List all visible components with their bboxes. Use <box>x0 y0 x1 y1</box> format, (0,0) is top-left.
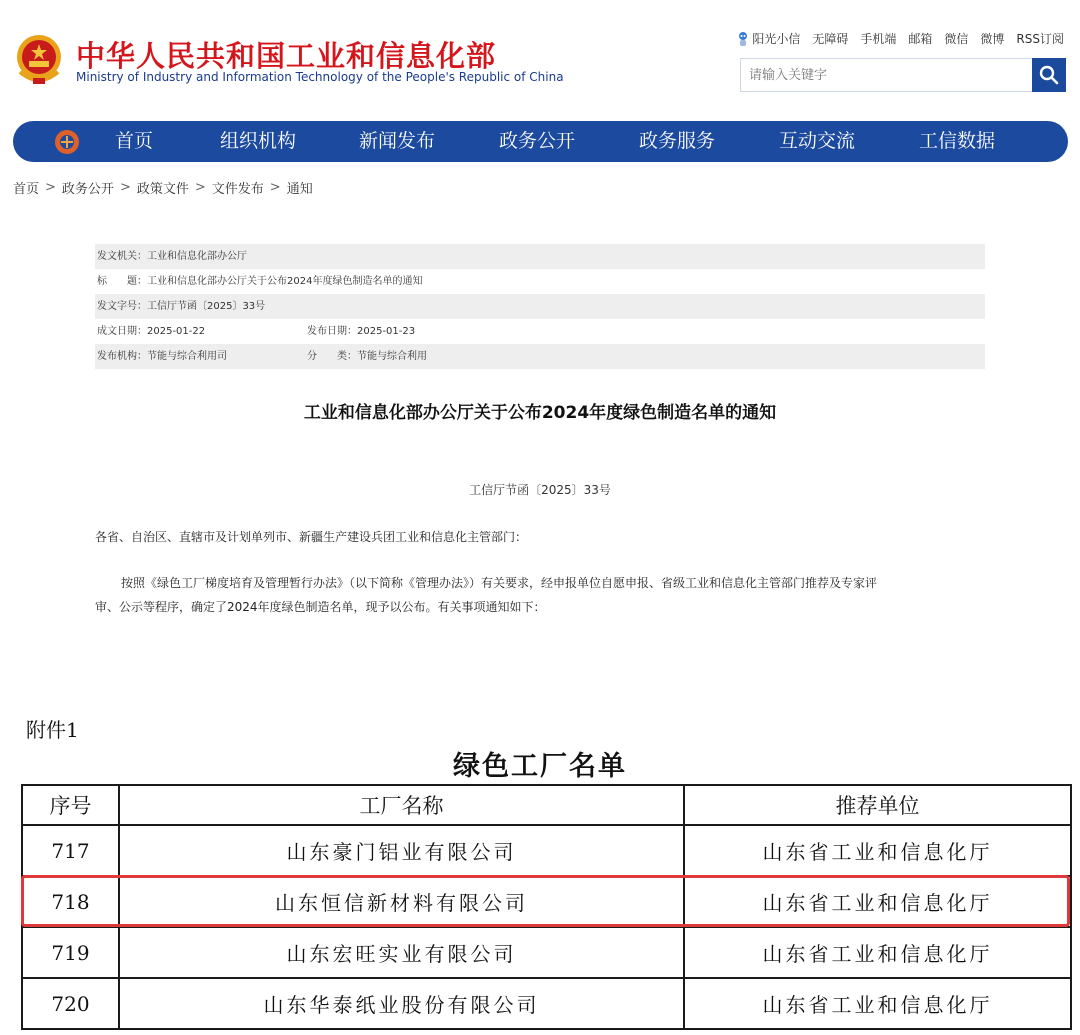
top-link-weibo[interactable]: 微博 <box>980 32 1005 46</box>
nav-item-interaction[interactable]: 互动交流 <box>779 130 856 152</box>
nav-item-gov-affairs[interactable]: 政务公开 <box>499 130 576 152</box>
meta-label: 成文日期： <box>97 326 147 337</box>
robot-icon <box>737 31 749 47</box>
meta-label: 发布日期： <box>307 326 357 337</box>
meta-row-dates <box>95 319 985 344</box>
document-meta-table <box>95 244 985 369</box>
search-button[interactable] <box>1032 58 1066 92</box>
search-box <box>740 58 1066 92</box>
nav-item-news[interactable]: 新闻发布 <box>359 130 436 152</box>
table-row <box>22 978 1071 1029</box>
main-nav <box>13 121 1068 162</box>
site-title-english: Ministry of Industry and Information Technology of the People's Republic of China <box>76 70 564 84</box>
nav-item-gov-services[interactable]: 政务服务 <box>639 130 716 152</box>
table-row <box>22 927 1071 978</box>
recommending-unit: 山东省工业和信息化厅 <box>684 876 1071 927</box>
top-link-accessibility[interactable]: 无障碍 <box>812 32 849 46</box>
article-doc-number: 工信厅节函〔2025〕33号 <box>469 483 611 497</box>
site-header <box>0 0 1080 120</box>
meta-row-issuer <box>95 244 985 269</box>
breadcrumb-home[interactable]: 首页 <box>13 182 40 197</box>
breadcrumb-policy[interactable]: 政策文件 <box>136 182 189 197</box>
row-number: 717 <box>22 825 119 876</box>
top-links <box>737 30 1064 47</box>
meta-row-org <box>95 344 985 369</box>
meta-value: 2025-01-23 <box>357 326 416 337</box>
search-icon <box>1039 65 1059 85</box>
table-row <box>22 876 1071 927</box>
column-header: 推荐单位 <box>684 785 1071 825</box>
national-emblem-icon[interactable] <box>14 32 64 86</box>
meta-value: 工业和信息化部办公厅 <box>147 251 247 262</box>
meta-value: 工信厅节函〔2025〕33号 <box>147 301 266 312</box>
top-link-mail[interactable]: 邮箱 <box>908 32 933 46</box>
top-link-mobile[interactable]: 手机端 <box>860 32 897 46</box>
recommending-unit: 山东省工业和信息化厅 <box>684 825 1071 876</box>
meta-label: 分 类： <box>307 351 357 362</box>
attachment-label: 附件1 <box>26 718 79 742</box>
breadcrumb-separator: > <box>119 180 131 195</box>
meta-label: 发文字号： <box>97 301 147 312</box>
article-salutation: 各省、自治区、直辖市及计划单列市、新疆生产建设兵团工业和信息化主管部门： <box>95 530 528 544</box>
top-link-rss[interactable]: RSS订阅 <box>1016 32 1064 46</box>
table-row <box>22 825 1071 876</box>
nav-item-organization[interactable]: 组织机构 <box>220 130 297 152</box>
meta-value: 工业和信息化部办公厅关于公布2024年度绿色制造名单的通知 <box>147 276 423 287</box>
breadcrumb-gov-affairs[interactable]: 政务公开 <box>61 182 114 197</box>
search-input[interactable] <box>741 59 1037 91</box>
site-title[interactable]: 中华人民共和国工业和信息化部 <box>76 39 497 73</box>
breadcrumb-separator: > <box>194 180 206 195</box>
recommending-unit: 山东省工业和信息化厅 <box>684 978 1071 1029</box>
nav-item-data[interactable]: 工信数据 <box>919 130 996 152</box>
nav-item-home[interactable]: 首页 <box>115 130 154 152</box>
meta-row-subject <box>95 269 985 294</box>
factory-name: 山东豪门铝业有限公司 <box>119 825 684 876</box>
row-number: 718 <box>22 876 119 927</box>
factory-name: 山东华泰纸业股份有限公司 <box>119 978 684 1029</box>
breadcrumb-separator: > <box>269 180 281 195</box>
top-link-label: 阳光小信 <box>752 32 801 46</box>
breadcrumb-separator: > <box>45 180 56 195</box>
column-header: 工厂名称 <box>119 785 684 825</box>
row-number: 719 <box>22 927 119 978</box>
article-paragraph-line: 审、公示等程序，确定了2024年度绿色制造名单，现予以公布。有关事项通知如下： <box>95 600 546 614</box>
column-header: 序号 <box>22 785 119 825</box>
meta-label: 标 题： <box>97 276 147 287</box>
meta-value: 2025-01-22 <box>147 326 206 337</box>
breadcrumb <box>13 178 313 197</box>
top-link-sunny[interactable] <box>737 30 800 47</box>
recommending-unit: 山东省工业和信息化厅 <box>684 927 1071 978</box>
meta-value: 节能与综合利用司 <box>147 351 227 362</box>
breadcrumb-releases[interactable]: 文件发布 <box>211 182 264 197</box>
factory-name: 山东宏旺实业有限公司 <box>119 927 684 978</box>
attachment-title: 绿色工厂名单 <box>453 751 627 782</box>
table-header-row <box>22 785 1071 825</box>
article-paragraph-line: 按照《绿色工厂梯度培育及管理暂行办法》（以下简称《管理办法》）有关要求，经申报单位自愿申报、省级工业和信息化主管部门推荐及专家评 <box>121 576 878 590</box>
attachment-scan <box>0 700 1080 1035</box>
article-title: 工业和信息化部办公厅关于公布2024年度绿色制造名单的通知 <box>303 403 777 423</box>
meta-row-docno <box>95 294 985 319</box>
row-number: 720 <box>22 978 119 1029</box>
meta-label: 发文机关： <box>97 251 147 262</box>
green-factory-table <box>21 784 1072 1030</box>
factory-name: 山东恒信新材料有限公司 <box>119 876 684 927</box>
breadcrumb-current[interactable]: 通知 <box>286 182 313 197</box>
meta-value: 节能与综合利用 <box>357 351 427 362</box>
top-link-wechat[interactable]: 微信 <box>944 32 969 46</box>
miit-logo-icon[interactable] <box>53 128 81 156</box>
meta-label: 发布机构： <box>97 351 147 362</box>
